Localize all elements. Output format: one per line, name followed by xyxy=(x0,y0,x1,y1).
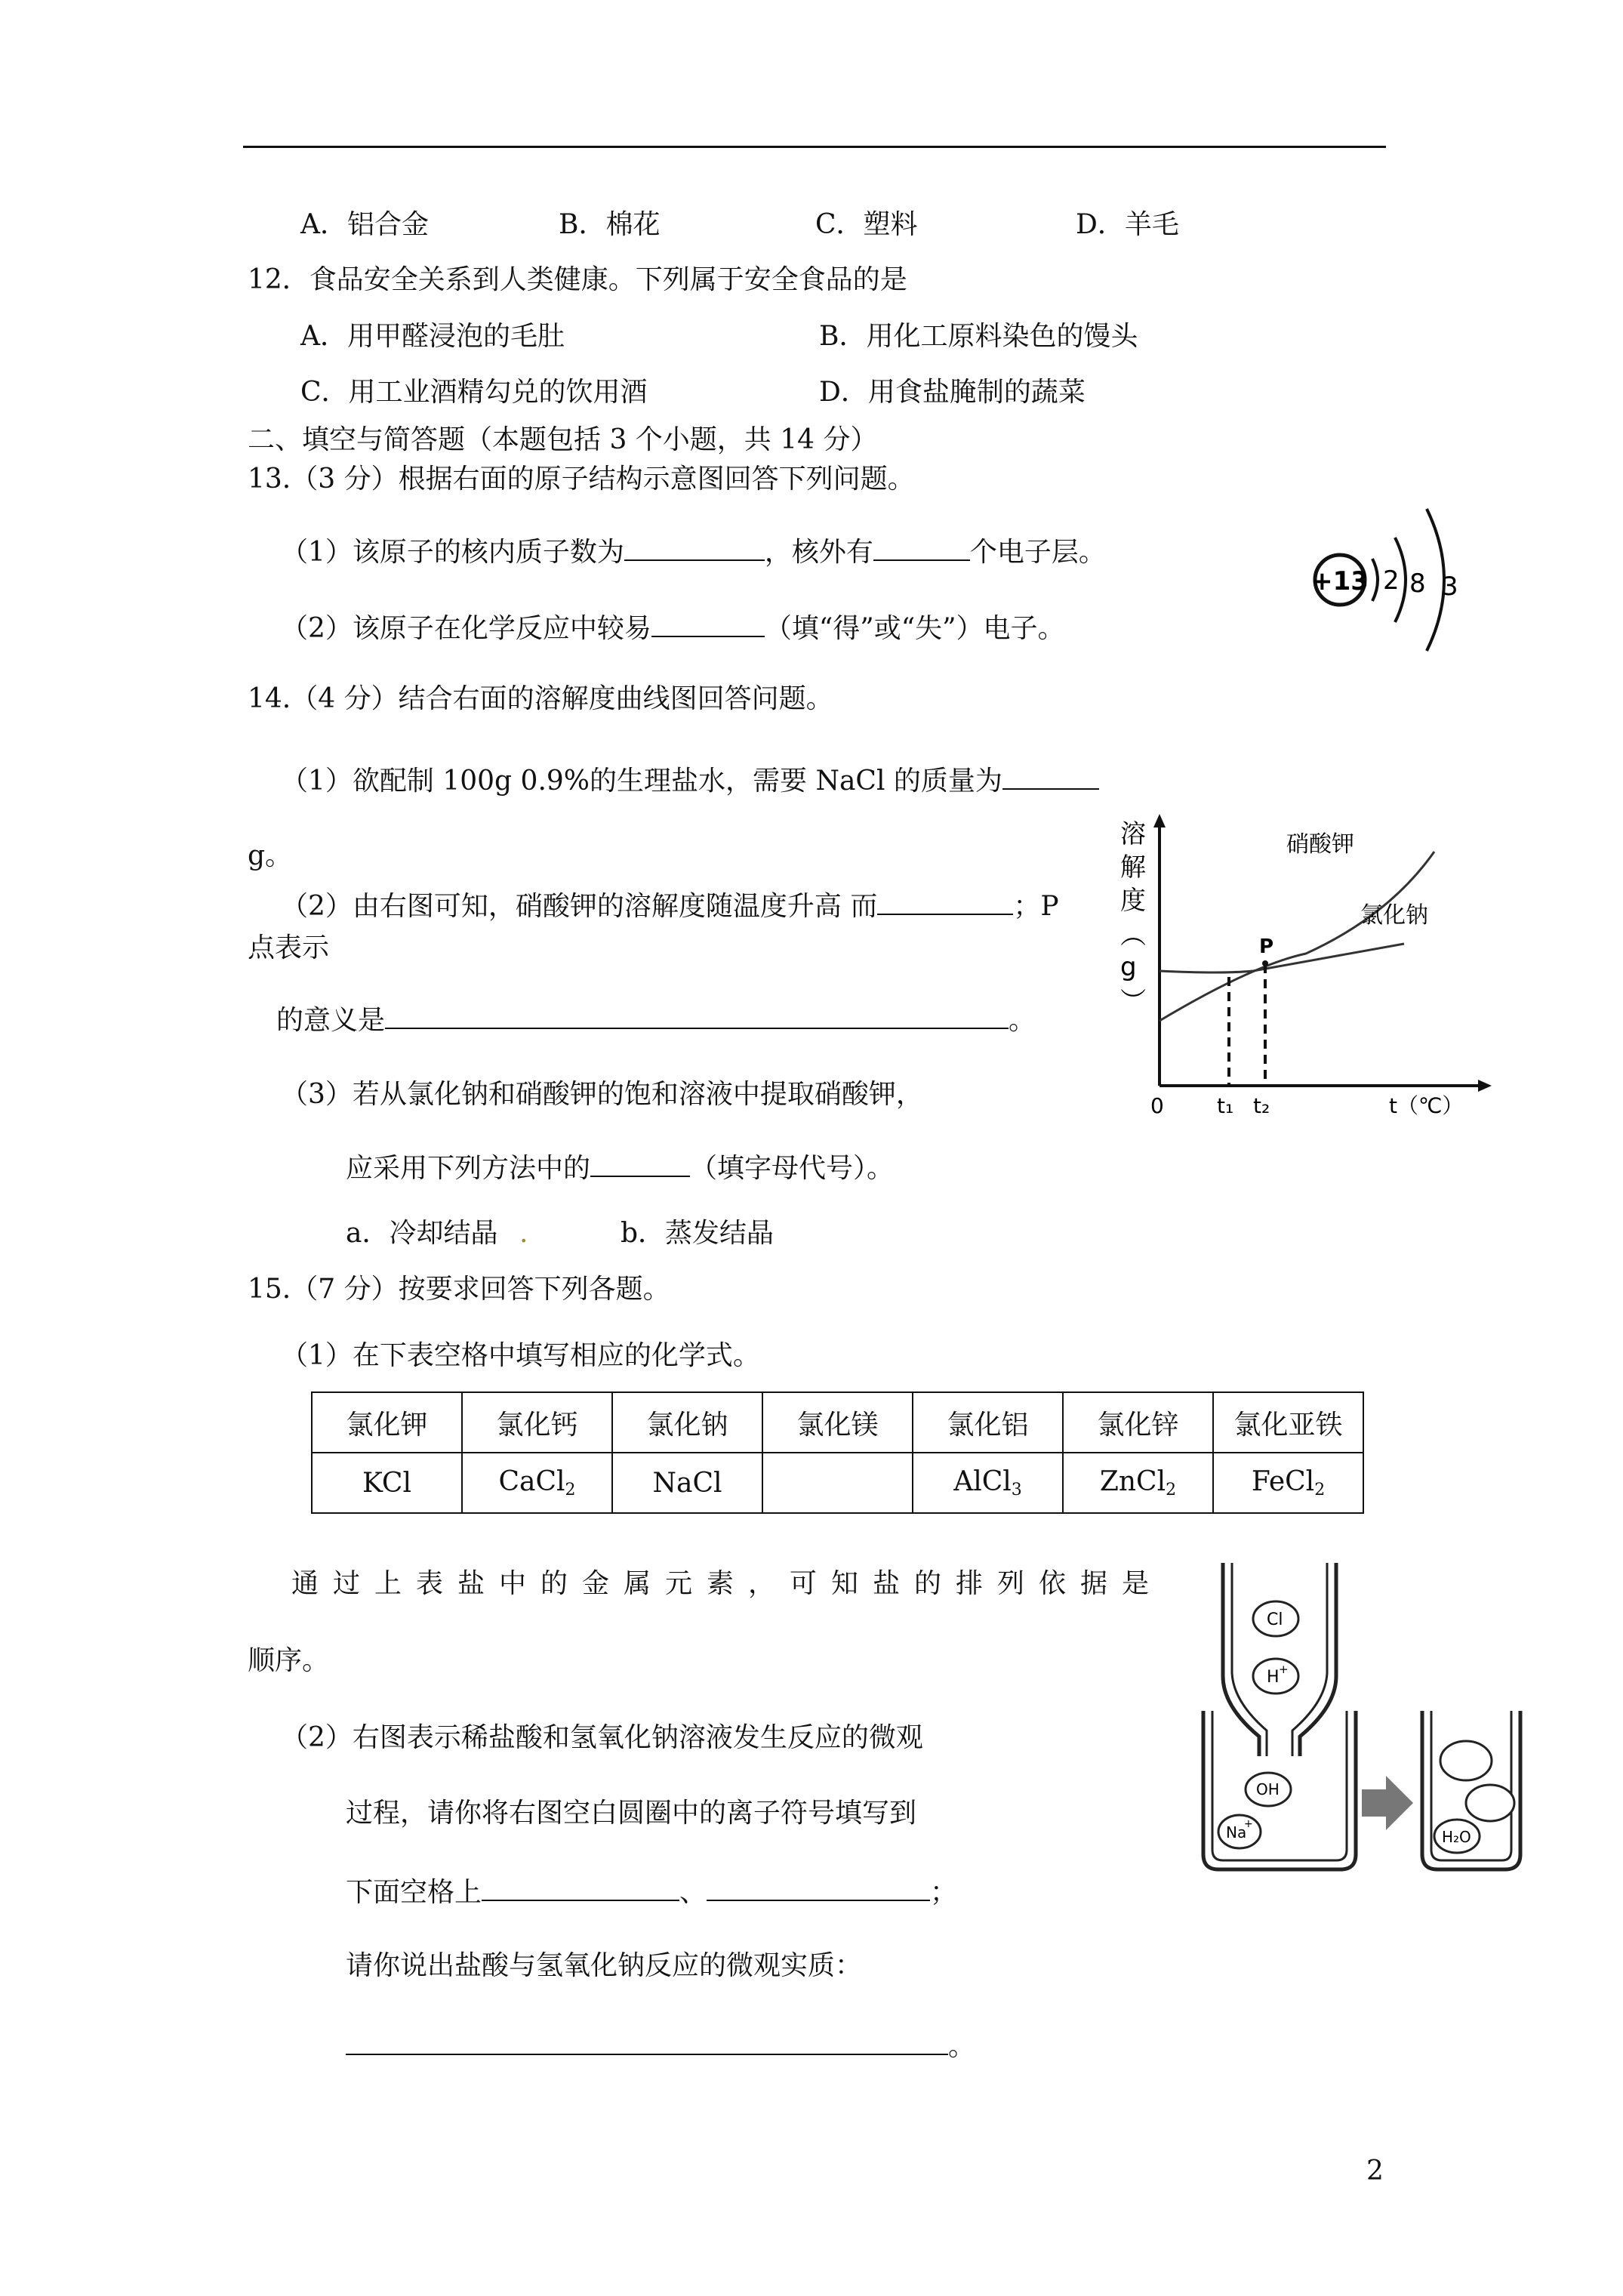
shell-arc-1 xyxy=(1372,559,1378,601)
chloride-table xyxy=(311,1391,1364,1514)
dropper-right-wall xyxy=(1300,1563,1336,1756)
table-header-cell: 氯化钾 xyxy=(312,1392,462,1453)
q13-part2 xyxy=(281,610,1065,646)
q13-blank-protons[interactable] xyxy=(624,534,765,561)
table-header-cell: 氯化铝 xyxy=(913,1392,1063,1453)
q12-stem: 12．食品安全关系到人类健康。下列属于安全食品的是 xyxy=(248,264,907,295)
nucleus-charge: +13 xyxy=(1311,566,1369,596)
formula-text: KCl xyxy=(362,1467,411,1499)
q15-blank-ion-1[interactable] xyxy=(482,1874,679,1901)
q14-part2-line3 xyxy=(276,1002,1036,1037)
y-axis-label-char: 度 xyxy=(1120,886,1146,916)
q15-part2-text-g: 。 xyxy=(948,2031,976,2062)
y-axis-label-char: 解 xyxy=(1120,852,1146,883)
q11-option-b: B．棉花 xyxy=(559,209,661,240)
ion-na-label: Na xyxy=(1226,1823,1247,1841)
y-axis-label-char: ） xyxy=(1116,988,1147,1013)
q12-option-a: A．用甲醛浸泡的毛肚 xyxy=(300,321,565,352)
dropper-left-wall xyxy=(1223,1563,1259,1756)
ion-h-charge: + xyxy=(1279,1663,1289,1676)
q15-part2-line4: 请你说出盐酸与氢氧化钠反应的微观实质： xyxy=(346,1950,863,1981)
series-label-kno3: 硝酸钾 xyxy=(1286,831,1354,858)
x-axis-label: t（℃） xyxy=(1389,1093,1464,1118)
y-axis-arrow xyxy=(1153,814,1166,827)
series-line-nacl xyxy=(1160,944,1404,972)
q13-part1-text-b: ，核外有 xyxy=(764,537,873,568)
formula-cell-alcl3 xyxy=(913,1453,1063,1513)
table-header-cell: 氯化钙 xyxy=(462,1392,612,1453)
q15-stem: 15.（7 分）按要求回答下列各题。 xyxy=(248,1274,670,1305)
solubility-chart xyxy=(1102,806,1495,1123)
q12-option-b: B．用化工原料染色的馒头 xyxy=(819,321,1138,352)
q14-part1-unit: g。 xyxy=(248,840,293,871)
header-rule xyxy=(243,146,1386,148)
q14-blank-trend[interactable] xyxy=(877,888,1013,915)
formula-subscript: 2 xyxy=(565,1481,576,1499)
x-tick-0: 0 xyxy=(1150,1093,1164,1118)
shell-3-electrons: 3 xyxy=(1442,572,1458,602)
reaction-arrow-icon xyxy=(1362,1776,1413,1830)
formula-cell-zncl2 xyxy=(1063,1453,1213,1513)
q14-part2-text-d: 的意义是 xyxy=(276,1005,386,1036)
point-p xyxy=(1262,960,1268,966)
q13-blank-gain-lose[interactable] xyxy=(651,610,765,637)
q14-option-a: a．冷却结晶 xyxy=(346,1218,498,1249)
shell-1-electrons: 2 xyxy=(1383,566,1400,596)
formula-text: ZnCl xyxy=(1099,1466,1166,1497)
q13-part2-text-b: （填“得”或“失”）电子。 xyxy=(764,613,1065,644)
page-number: 2 xyxy=(1366,2156,1384,2187)
formula-cell-kcl xyxy=(312,1453,462,1513)
q14-stem: 14.（4 分）结合右面的溶解度曲线图回答问题。 xyxy=(248,683,833,714)
water-label: H₂O xyxy=(1442,1828,1471,1846)
q14-blank-meaning[interactable] xyxy=(385,1002,1009,1029)
q15-note: 通过上表盐中的金属元素，可知盐的排列依据是 xyxy=(291,1568,1164,1599)
q15-part2-line3 xyxy=(346,1874,957,1909)
table-formula-row xyxy=(312,1453,1363,1513)
ion-cl-label: Cl xyxy=(1267,1610,1283,1629)
x-tick-t1: t₁ xyxy=(1217,1093,1234,1118)
q15-part2-text-e: ； xyxy=(930,1877,958,1908)
q15-blank-essence[interactable] xyxy=(346,2028,948,2055)
q14-part3-line2 xyxy=(346,1150,894,1185)
q15-blank-ion-2[interactable] xyxy=(707,1874,930,1901)
q14-part1-text: （1）欲配制 100g 0.9%的生理盐水，需要 NaCl 的质量为 xyxy=(281,766,1002,797)
q14-part2-text-e: 。 xyxy=(1009,1005,1036,1036)
series-label-nacl: 氯化钠 xyxy=(1360,902,1428,929)
formula-text: NaCl xyxy=(652,1467,722,1499)
q15-part2-line2: 过程，请你将右图空白圆圈中的离子符号填写到 xyxy=(346,1798,917,1829)
q14-part3-text-a: （3）若从氯化钠和硝酸钾的饱和溶液中提取硝酸钾， xyxy=(281,1079,923,1110)
y-axis-label xyxy=(1116,819,1147,1013)
formula-text: AlCl xyxy=(953,1466,1012,1497)
formula-cell-cacl2 xyxy=(462,1453,612,1513)
q14-part3-text-b: 应采用下列方法中的 xyxy=(346,1153,591,1184)
table-header-cell: 氯化镁 xyxy=(762,1392,913,1453)
q14-blank-mass[interactable] xyxy=(1002,763,1099,790)
q15-part2-text-c: 下面空格上 xyxy=(346,1877,482,1908)
q14-option-b: b．蒸发结晶 xyxy=(621,1218,775,1249)
formula-subscript: 2 xyxy=(1314,1481,1326,1499)
q14-part2-text-a: （2）由右图可知，硝酸钾的溶解度随温度升高 而 xyxy=(281,891,878,922)
formula-text: FeCl xyxy=(1251,1466,1315,1497)
formula-text: CaCl xyxy=(498,1466,565,1497)
x-axis-arrow xyxy=(1478,1080,1492,1092)
formula-cell-nacl xyxy=(612,1453,762,1513)
reaction-diagram xyxy=(1193,1563,1525,1888)
section-title: 二、填空与简答题（本题包括 3 个小题，共 14 分） xyxy=(248,424,878,455)
shell-2-electrons: 8 xyxy=(1409,569,1426,599)
q13-part1 xyxy=(281,534,1106,569)
q14-part2-text-b: ；P xyxy=(1013,891,1059,922)
q14-part3-text-c: （填字母代号）。 xyxy=(690,1153,895,1184)
ion-h-label: H xyxy=(1267,1668,1280,1687)
y-axis-label-char: g xyxy=(1120,952,1137,982)
q15-note-end: 顺序。 xyxy=(248,1645,330,1676)
series-line-kno3 xyxy=(1160,852,1434,1021)
formula-subscript: 2 xyxy=(1166,1481,1177,1499)
y-axis-label-char: 溶 xyxy=(1120,819,1146,849)
q14-blank-method[interactable] xyxy=(590,1150,690,1177)
y-axis-label-char: （ xyxy=(1116,921,1147,947)
q12-option-c: C．用工业酒精勾兑的饮用酒 xyxy=(300,377,648,408)
q12-option-d: D．用食盐腌制的蔬菜 xyxy=(819,377,1086,408)
formula-subscript: 3 xyxy=(1011,1481,1022,1499)
ion-na-charge: + xyxy=(1244,1818,1253,1830)
q15-part1: （1）在下表空格中填写相应的化学式。 xyxy=(281,1340,760,1371)
q13-blank-shells[interactable] xyxy=(873,534,970,561)
q15-part2-line5 xyxy=(346,2028,975,2063)
q13-part1-text-c: 个电子层。 xyxy=(969,537,1106,568)
q14-part2-text-c: 点表示 xyxy=(248,932,330,963)
blank-ion-circle-2 xyxy=(1466,1785,1514,1821)
x-tick-t2: t₂ xyxy=(1253,1093,1270,1118)
point-p-label: P xyxy=(1259,935,1274,958)
q14-option-dot: . xyxy=(519,1218,528,1249)
q13-part1-text-a: （1）该原子的核内质子数为 xyxy=(281,537,624,568)
q15-part2-text-d: 、 xyxy=(679,1877,707,1908)
q11-option-c: C．塑料 xyxy=(815,209,918,240)
q14-part1 xyxy=(281,763,1099,798)
q11-option-d: D．羊毛 xyxy=(1076,209,1179,240)
table-header-cell: 氯化锌 xyxy=(1063,1392,1213,1453)
table-header-cell: 氯化钠 xyxy=(612,1392,762,1453)
atom-structure-diagram xyxy=(1306,498,1487,672)
table-header-row xyxy=(312,1392,1363,1453)
q13-part2-text-a: （2）该原子在化学反应中较易 xyxy=(281,613,651,644)
formula-cell-mgcl2-blank[interactable] xyxy=(762,1453,913,1513)
table-header-cell: 氯化亚铁 xyxy=(1213,1392,1363,1453)
q13-stem: 13.（3 分）根据右面的原子结构示意图回答下列问题。 xyxy=(248,464,915,495)
formula-cell-fecl2 xyxy=(1213,1453,1363,1513)
ion-oh-label: OH xyxy=(1256,1780,1280,1798)
q15-part2-line1: （2）右图表示稀盐酸和氢氧化钠溶液发生反应的微观 xyxy=(281,1722,923,1753)
q11-option-a: A．铝合金 xyxy=(300,209,429,240)
blank-ion-circle-1 xyxy=(1440,1741,1492,1780)
q14-part2 xyxy=(281,888,1059,923)
